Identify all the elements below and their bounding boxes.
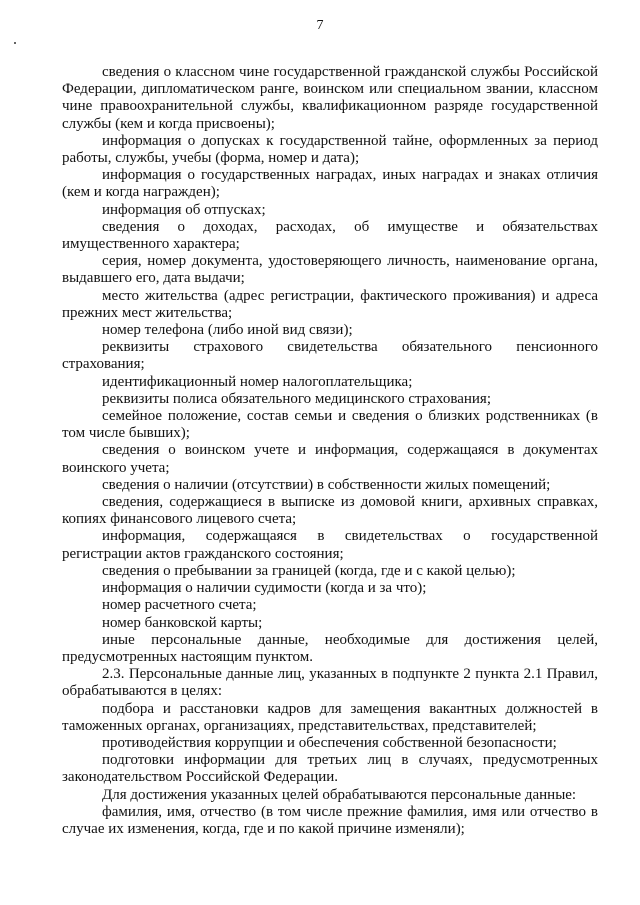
- paragraph: информация о допусках к государственной тайне, оформленных за период работы, службы, учебы (форма, номер и дата);: [62, 132, 598, 167]
- paragraph: информация о наличии судимости (когда и за что);: [102, 580, 427, 597]
- paragraph: сведения о доходах, расходах, об имуществе и обязательствах имущественного характера;: [62, 218, 598, 253]
- paragraph: реквизиты полиса обязательного медицинского страхования;: [102, 390, 491, 407]
- paragraph: реквизиты страхового свидетельства обязательного пенсионного страхования;: [62, 339, 598, 373]
- paragraph: номер банковской карты;: [102, 614, 263, 631]
- paragraph: информация, содержащаяся в свидетельствах о государственной регистрации актов гражданского состояния;: [62, 528, 598, 562]
- paragraph: место жительства (адрес регистрации, фактического проживания) и адреса прежних мест жительства;: [62, 287, 598, 321]
- document-body: [62, 64, 598, 838]
- scan-mark: [14, 42, 16, 44]
- paragraph: серия, номер документа, удостоверяющего личность, наименование органа, выдавшего его, дата выдачи;: [62, 253, 598, 287]
- paragraph: номер телефона (либо иной вид связи);: [102, 322, 353, 339]
- paragraph: семейное положение, состав семьи и сведения о близких родственниках (в том числе бывших);: [62, 408, 598, 442]
- paragraph: подготовки информации для третьих лиц в случаях, предусмотренных законодательством Российской Федерации.: [62, 752, 598, 786]
- paragraph: сведения, содержащиеся в выписке из домовой книги, архивных справках, копиях финансового лицевого счета;: [62, 494, 598, 528]
- paragraph: сведения о воинском учете и информация, содержащаяся в документах воинского учета;: [62, 442, 598, 476]
- paragraph: подбора и расстановки кадров для замещения вакантных должностей в таможенных органах, организациях, представительствах, представителей;: [62, 700, 598, 734]
- paragraph: фамилия, имя, отчество (в том числе прежние фамилия, имя или отчество в случае их изменения, когда, где и по какой причине изменяли);: [62, 803, 598, 837]
- paragraph: информация об отпусках;: [102, 201, 266, 218]
- paragraph: Для достижения указанных целей обрабатываются персональные данные:: [102, 786, 577, 803]
- page-number: 7: [316, 18, 324, 33]
- paragraph: иные персональные данные, необходимые для достижения целей, предусмотренных настоящим пунктом.: [62, 631, 598, 665]
- paragraph: противодействия коррупции и обеспечения собственной безопасности;: [102, 734, 557, 751]
- paragraph: информация о государственных наградах, иных наградах и знаках отличия (кем и когда награжден);: [62, 167, 598, 201]
- paragraph: сведения о наличии (отсутствии) в собственности жилых помещений;: [102, 476, 551, 493]
- paragraph: номер расчетного счета;: [102, 597, 257, 614]
- section-paragraph: 2.3. Персональные данные лиц, указанных в подпункте 2 пункта 2.1 Правил, обрабатываются в целях:: [62, 666, 598, 700]
- paragraph: сведения о классном чине государственной гражданской службы Российской Федерации, дипломатическом ранге, воинском или специальном звании, классном чине правоохранительной службы, квалификационном разряде государственной службы (кем и когда присвоены);: [62, 64, 598, 132]
- paragraph: сведения о пребывании за границей (когда, где и с какой целью);: [102, 562, 516, 579]
- paragraph: идентификационный номер налогоплательщика;: [102, 373, 413, 390]
